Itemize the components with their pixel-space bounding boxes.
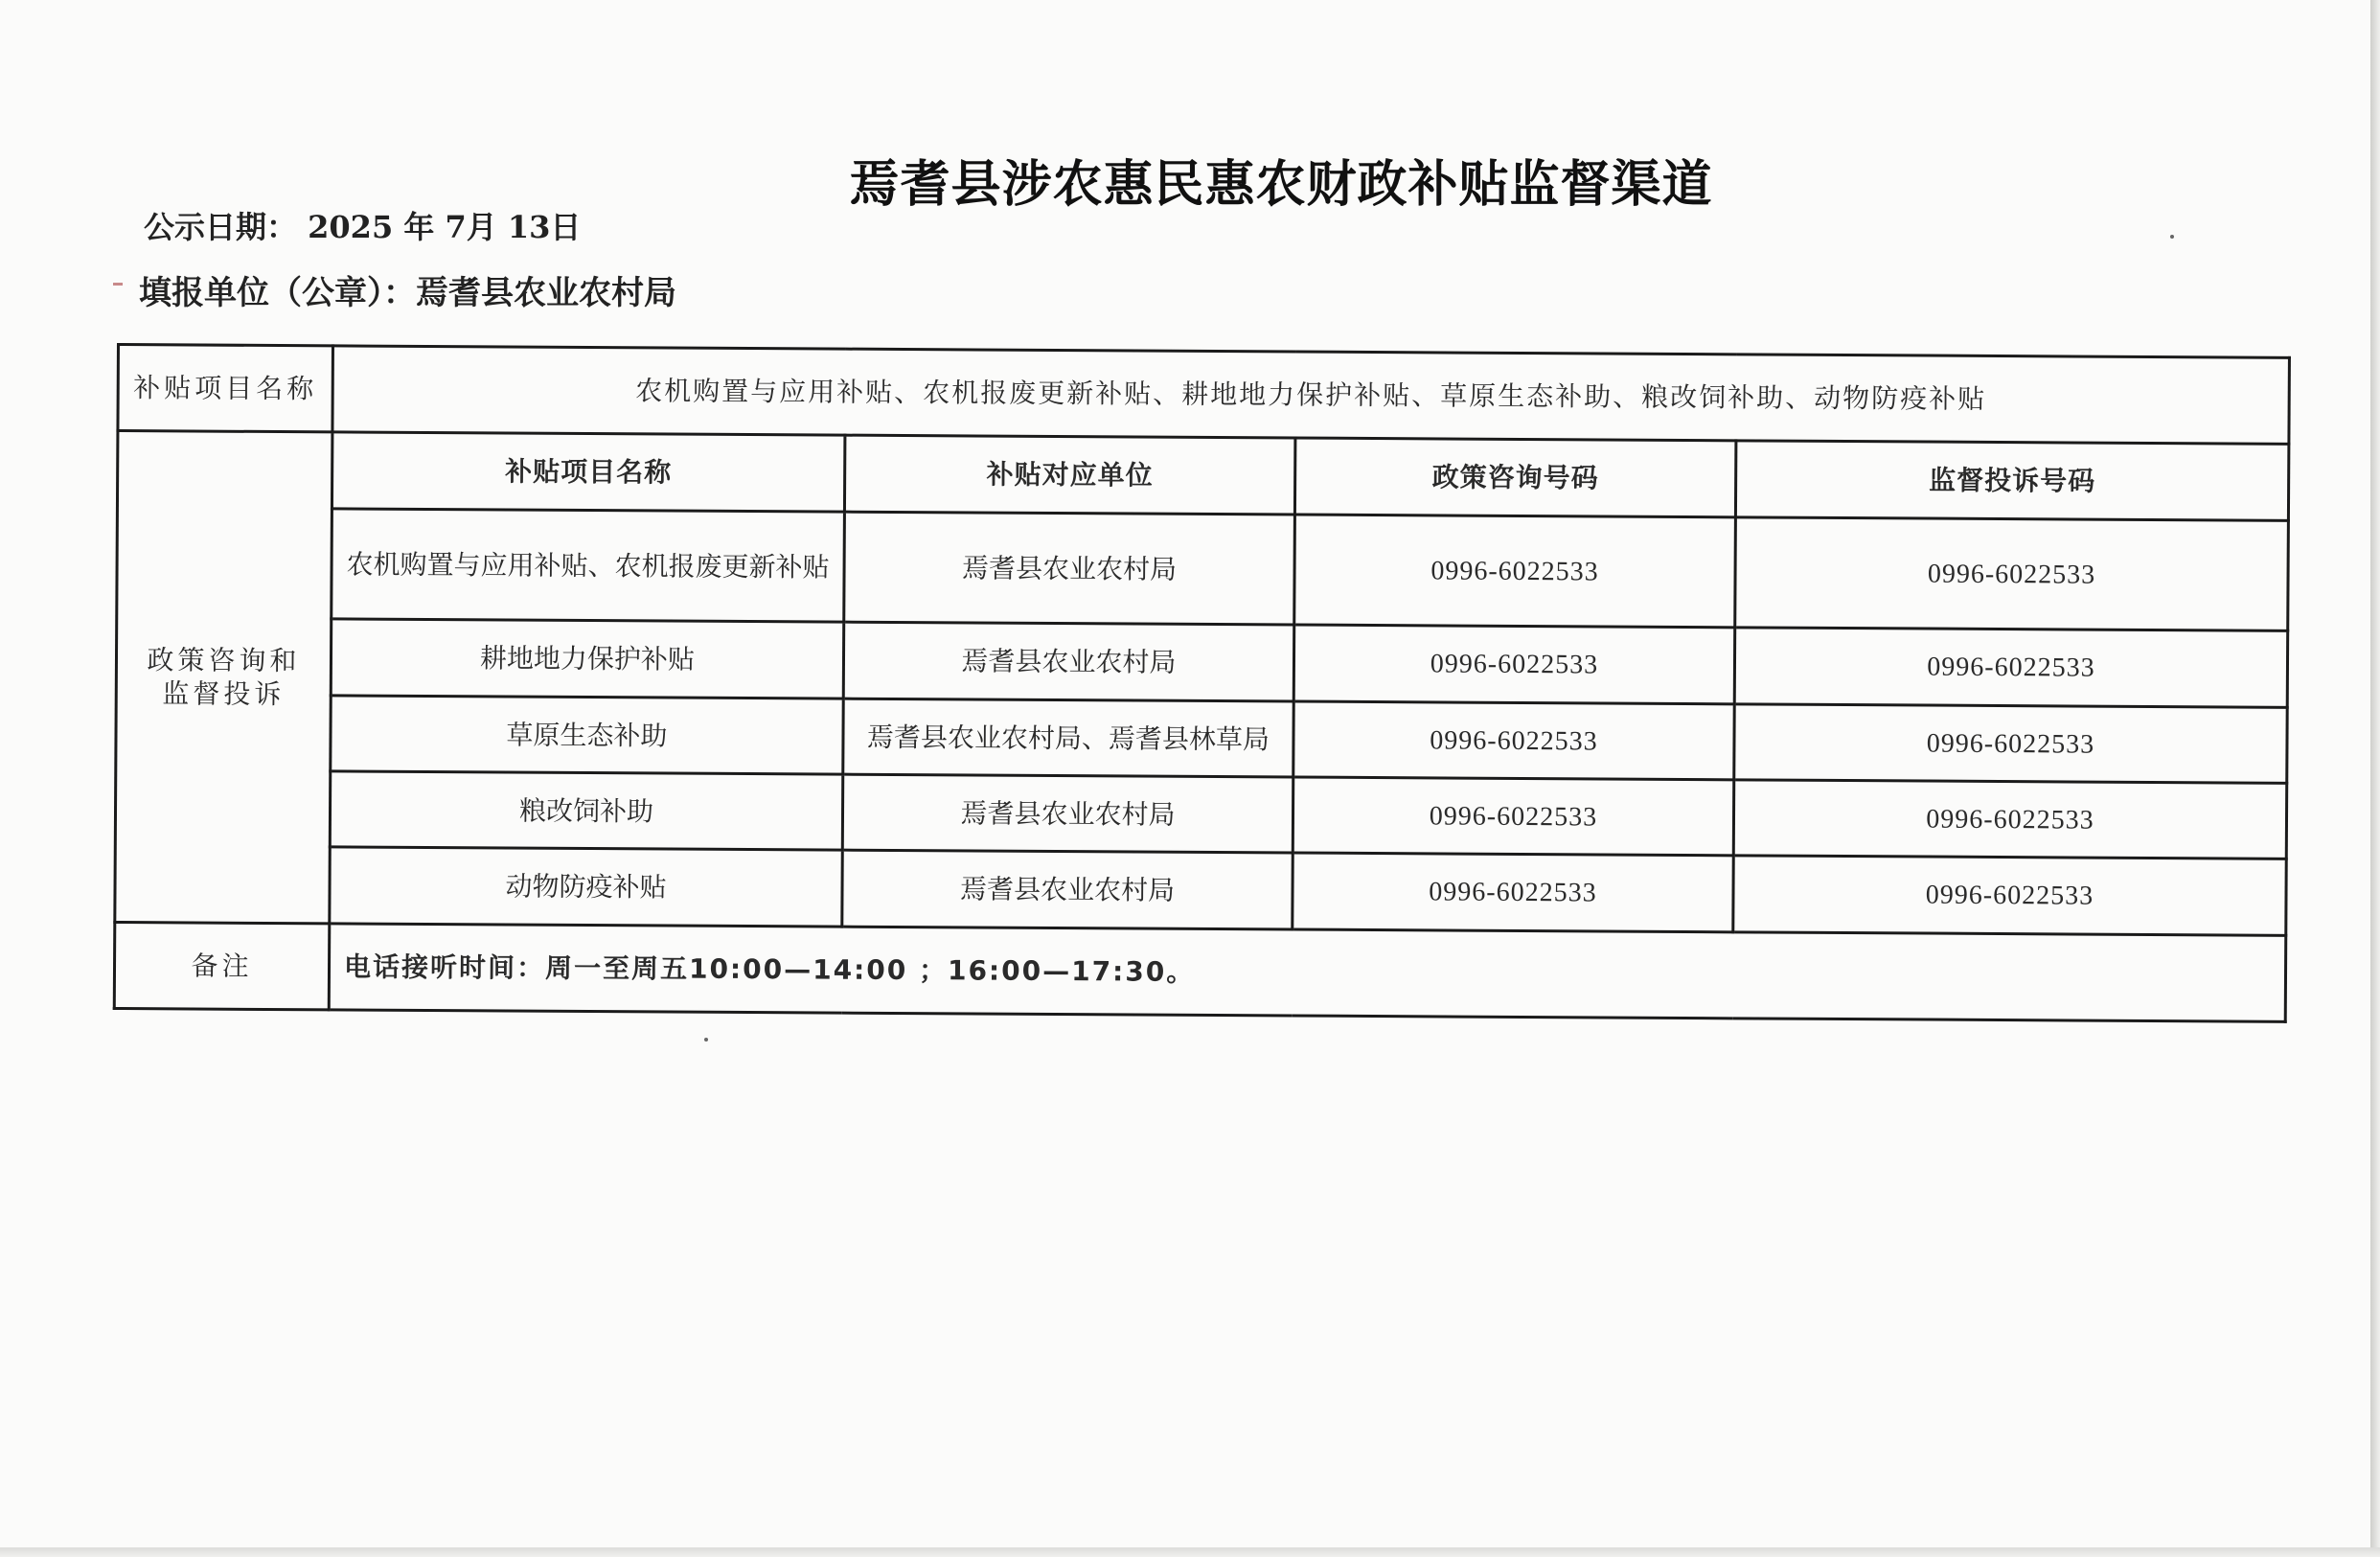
row-unit: 焉耆县农业农村局 [844, 512, 1295, 625]
paper-bottom-edge [0, 1547, 2380, 1557]
row-unit: 焉耆县农业农村局 [842, 774, 1293, 853]
row-consult: 0996-6022533 [1293, 853, 1733, 932]
header-complaint: 监督投诉号码 [1735, 441, 2288, 521]
header-row [117, 431, 2288, 521]
paper-edge [2370, 0, 2380, 1557]
header-name: 补贴项目名称 [332, 432, 844, 512]
row-complaint: 0996-6022533 [1734, 628, 2287, 708]
row-consult: 0996-6022533 [1293, 777, 1733, 856]
row-name: 农机购置与应用补贴、农机报废更新补贴 [332, 509, 845, 622]
publish-date: 公示日期： 2025 年 7月 13日 [144, 209, 582, 245]
row-name: 耕地地力保护补贴 [331, 619, 843, 698]
table-row [116, 695, 2287, 784]
subsidy-name-label: 补贴项目名称 [118, 345, 333, 432]
row-unit: 焉耆县农业农村局 [843, 622, 1293, 701]
table-row [115, 770, 2286, 859]
remark-label: 备注 [114, 922, 330, 1009]
section-label [115, 431, 332, 924]
table-row [117, 508, 2289, 631]
row-complaint: 0996-6022533 [1733, 780, 2286, 859]
row-name: 草原生态补助 [331, 696, 843, 774]
row-consult: 0996-6022533 [1294, 515, 1736, 628]
summary-row [118, 345, 2290, 445]
speck [704, 1038, 708, 1042]
row-name: 粮改饲补助 [330, 771, 842, 850]
table-row [115, 845, 2286, 935]
header-consult: 政策咨询号码 [1294, 438, 1735, 517]
remark-row [114, 922, 2286, 1021]
row-complaint: 0996-6022533 [1734, 704, 2287, 784]
remark-text: 电话接听时间：周一至周五10:00—14:00 ；16:00—17:30。 [329, 924, 2286, 1021]
row-complaint: 0996-6022533 [1735, 517, 2289, 631]
document-title-text: 焉耆县涉农惠民惠农财政补贴监督渠道 [849, 155, 1713, 214]
row-unit: 焉耆县农业农村局 [842, 850, 1293, 929]
speck [2170, 235, 2174, 239]
section-label-line1: 政策咨询和 [147, 644, 301, 677]
table-row [116, 618, 2287, 708]
filler-unit: 填报单位（公章）：焉耆县农业农村局 [139, 274, 676, 312]
row-complaint: 0996-6022533 [1733, 856, 2286, 936]
subsidy-summary: 农机购置与应用补贴、农机报废更新补贴、耕地地力保护补贴、草原生态补助、粮改饲补助、动物防疫补贴 [332, 346, 2290, 444]
red-mark [113, 283, 123, 286]
header-unit: 补贴对应单位 [844, 435, 1294, 515]
section-label-line2: 监督投诉 [162, 677, 286, 711]
row-consult: 0996-6022533 [1293, 625, 1734, 704]
row-name: 动物防疫补贴 [330, 847, 842, 927]
row-unit: 焉耆县农业农村局、焉耆县林草局 [843, 698, 1293, 777]
supervision-table [113, 343, 2291, 1023]
row-consult: 0996-6022533 [1293, 701, 1734, 780]
